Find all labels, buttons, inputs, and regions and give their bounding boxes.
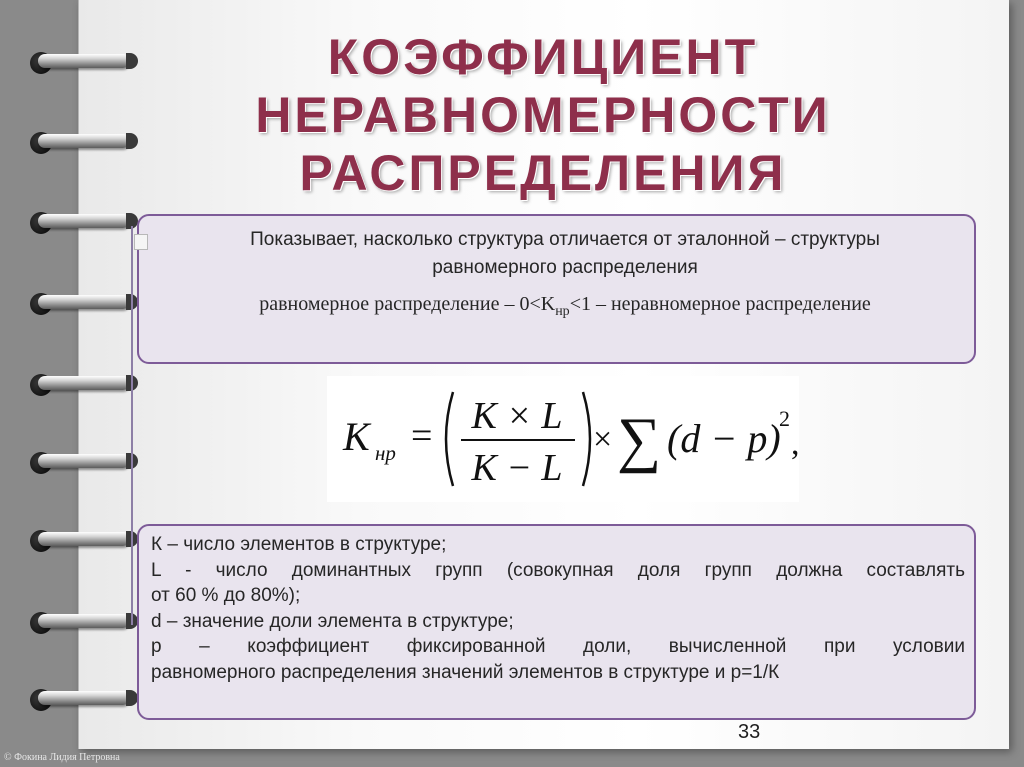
formula-denominator: K − L — [471, 447, 563, 489]
variable-p-cont: равномерного распределения значений элементов в структуре и p=1/К — [151, 661, 780, 683]
formula-comma: , — [791, 425, 799, 462]
bullet-square-icon — [134, 234, 148, 250]
formula-exponent: 2 — [779, 406, 790, 431]
formula-equals: = — [411, 415, 433, 457]
variable-k: К – число элементов в структуре; — [151, 534, 447, 555]
definition-text — [165, 226, 965, 282]
binder-ring — [30, 366, 134, 402]
variable-l-cont: от 60 % до 80%); — [151, 585, 301, 606]
range-text — [165, 293, 965, 320]
binder-ring — [30, 604, 134, 640]
range-after: <1 – неравномерное распределение — [569, 293, 871, 315]
range-subscript: нр — [555, 304, 570, 319]
formula-times: × — [593, 421, 613, 458]
formula-svg — [327, 376, 799, 502]
copyright-text: © Фокина Лидия Петровна — [4, 752, 120, 763]
variable-d: d – значение доли элемента в структуре; — [151, 610, 514, 632]
formula-left-paren — [446, 392, 453, 486]
title-line-1: КОЭФФИЦИЕНТ НЕРАВНОМЕРНОСТИ — [255, 29, 831, 143]
definition-line-2: равномерного распределения — [432, 257, 698, 278]
margin-line — [131, 226, 133, 625]
slide-title — [78, 28, 1008, 202]
binder-ring — [30, 285, 134, 321]
formula-right-paren — [583, 392, 590, 486]
binder-ring — [30, 681, 134, 717]
definition-line-1: Показывает, насколько структура отличается от эталонной – структуры — [250, 229, 880, 250]
variables-list — [151, 532, 965, 685]
formula-sum-symbol: ∑ — [617, 406, 662, 474]
title-line-2: РАСПРЕДЕЛЕНИЯ — [299, 145, 787, 201]
range-before: равномерное распределение – 0<K — [259, 293, 556, 315]
binder-ring — [30, 522, 134, 558]
formula-numerator: K × L — [471, 395, 563, 437]
formula-term: (d − p) — [667, 416, 781, 461]
variable-p: p – коэффициент фиксированной доли, вычисленной при условии — [151, 636, 965, 657]
page-number: 33 — [738, 721, 761, 743]
formula-lhs-subscript: нр — [375, 441, 396, 465]
binder-ring — [30, 444, 134, 480]
formula-lhs: K — [343, 414, 370, 459]
binder-ring — [30, 204, 134, 240]
formula-panel — [327, 376, 799, 502]
variable-l: L - число доминантных групп (совокупная доля групп должна составлять — [151, 559, 965, 581]
